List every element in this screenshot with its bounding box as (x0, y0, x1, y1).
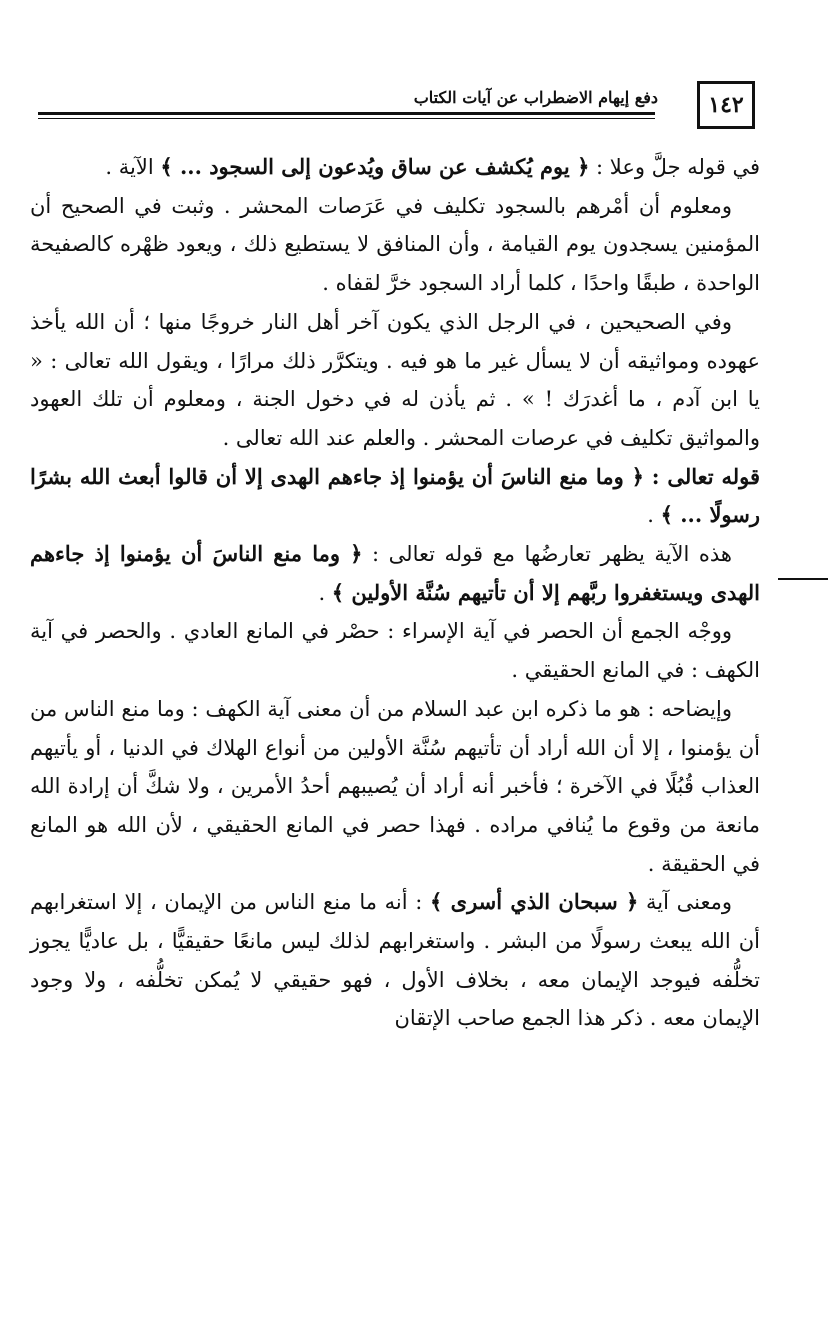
section-marker-line (778, 578, 828, 580)
header-rule-thin (38, 118, 655, 119)
page-body (30, 148, 760, 1038)
paragraph-5-intro: هذه الآية يظهر تعارضُها مع قوله تعالى : (362, 542, 732, 567)
paragraph-8-intro: ومعنى آية (638, 890, 732, 915)
paragraph-7: وإيضاحه : هو ما ذكره ابن عبد السلام من أن معنى آية الكهف : وما منع الناس من أن يؤمنوا ، إلا أن الله أراد أن تأتيهم سُنَّة الأولين من أنواع الهلاك في الدنيا ، أو يأتيهم العذاب قُبُلًا في الآخرة ؛ فأخبر أنه أراد أن يُصيبهم أحدُ الأمرين ، ولا شكَّ أن إرادة الله مانعة من وقوع ما يُنافي مراده . فهذا حصر في المانع الحقيقي ، لأن الله هو المانع في الحقيقة . (30, 696, 760, 876)
issue-heading (30, 458, 760, 535)
quran-quote-sajda: ﴿ يوم يُكشف عن ساق ويُدعون إلى السجود ... ﴾ (160, 154, 590, 179)
page-number-text: ١٤٢ (708, 92, 744, 118)
page-number (697, 81, 755, 129)
quran-quote-kahf: ﴿ وما منع الناسَ أن يؤمنوا إذ جاءهم الهدى ويستغفروا ربَّهم إلا أن تأتيهم سُنَّة الأولين ﴾ (30, 541, 760, 605)
paragraph-3: وفي الصحيحين ، في الرجل الذي يكون آخر أهل النار خروجًا منها ؛ أن الله يأخذ عهوده ومواثيقه أن لا يسأل غير ما هو فيه . ويتكرَّر ذلك مرارًا ، ويقول الله تعالى : « يا ابن آدم ، ما أغدرَك ! » . ثم يأذن له في دخول الجنة ، ومعلوم أن تلك العهود والمواثيق تكليف في عرصات المحشر . والعلم عند الله تعالى . (30, 309, 760, 450)
issue-heading-end: . (647, 503, 661, 528)
header-rule (38, 112, 655, 115)
running-header-title: دفع إيهام الاضطراب عن آيات الكتاب (413, 88, 658, 107)
paragraph-6: ووجْه الجمع أن الحصر في آية الإسراء : حصْر في المانع العادي . والحصر في آية الكهف : في المانع الحقيقي . (30, 619, 760, 683)
quran-quote-isra: ﴿ سبحان الذي أسرى ﴾ (430, 889, 639, 915)
issue-heading-verse: قوله تعالى : ﴿ وما منع الناسَ أن يؤمنوا إذ جاءهم الهدى إلا أن قالوا أبعث الله بشرًا رسولًا ... ﴾ (30, 463, 760, 528)
paragraph-5-end: . (318, 580, 332, 605)
paragraph-5 (30, 535, 760, 612)
paragraph-2: ومعلوم أن أمْرهم بالسجود تكليف في عَرَصات المحشر . وثبت في الصحيح أن المؤمنين يسجدون يوم القيامة ، وأن المنافق لا يستطيع ذلك ، ويعود ظهْره كالصفيحة الواحدة ، طبقًا واحدًا ، كلما أراد السجود خرَّ لقفاه . (30, 193, 760, 296)
paragraph-8 (30, 883, 760, 1038)
paragraph-1-intro: في قوله جلَّ وعلا : (589, 155, 760, 179)
paragraph-8-body: : أنه ما منع الناس من الإيمان ، إلا استغرابهم أن الله يبعث رسولًا من البشر . واستغرابهم لذلك ليس مانعًا حقيقيًّا ، بل عاديًّا يجوز تخلُّفه فيوجد الإيمان معه ، بخلاف الأول ، فهو حقيقي لا يُمكن تخلُّفه ، ولا وجود الإيمان معه . ذكر هذا الجمع صاحب الإتقان (30, 890, 760, 1031)
paragraph-1 (30, 148, 760, 187)
paragraph-1-end: الآية . (105, 155, 161, 179)
